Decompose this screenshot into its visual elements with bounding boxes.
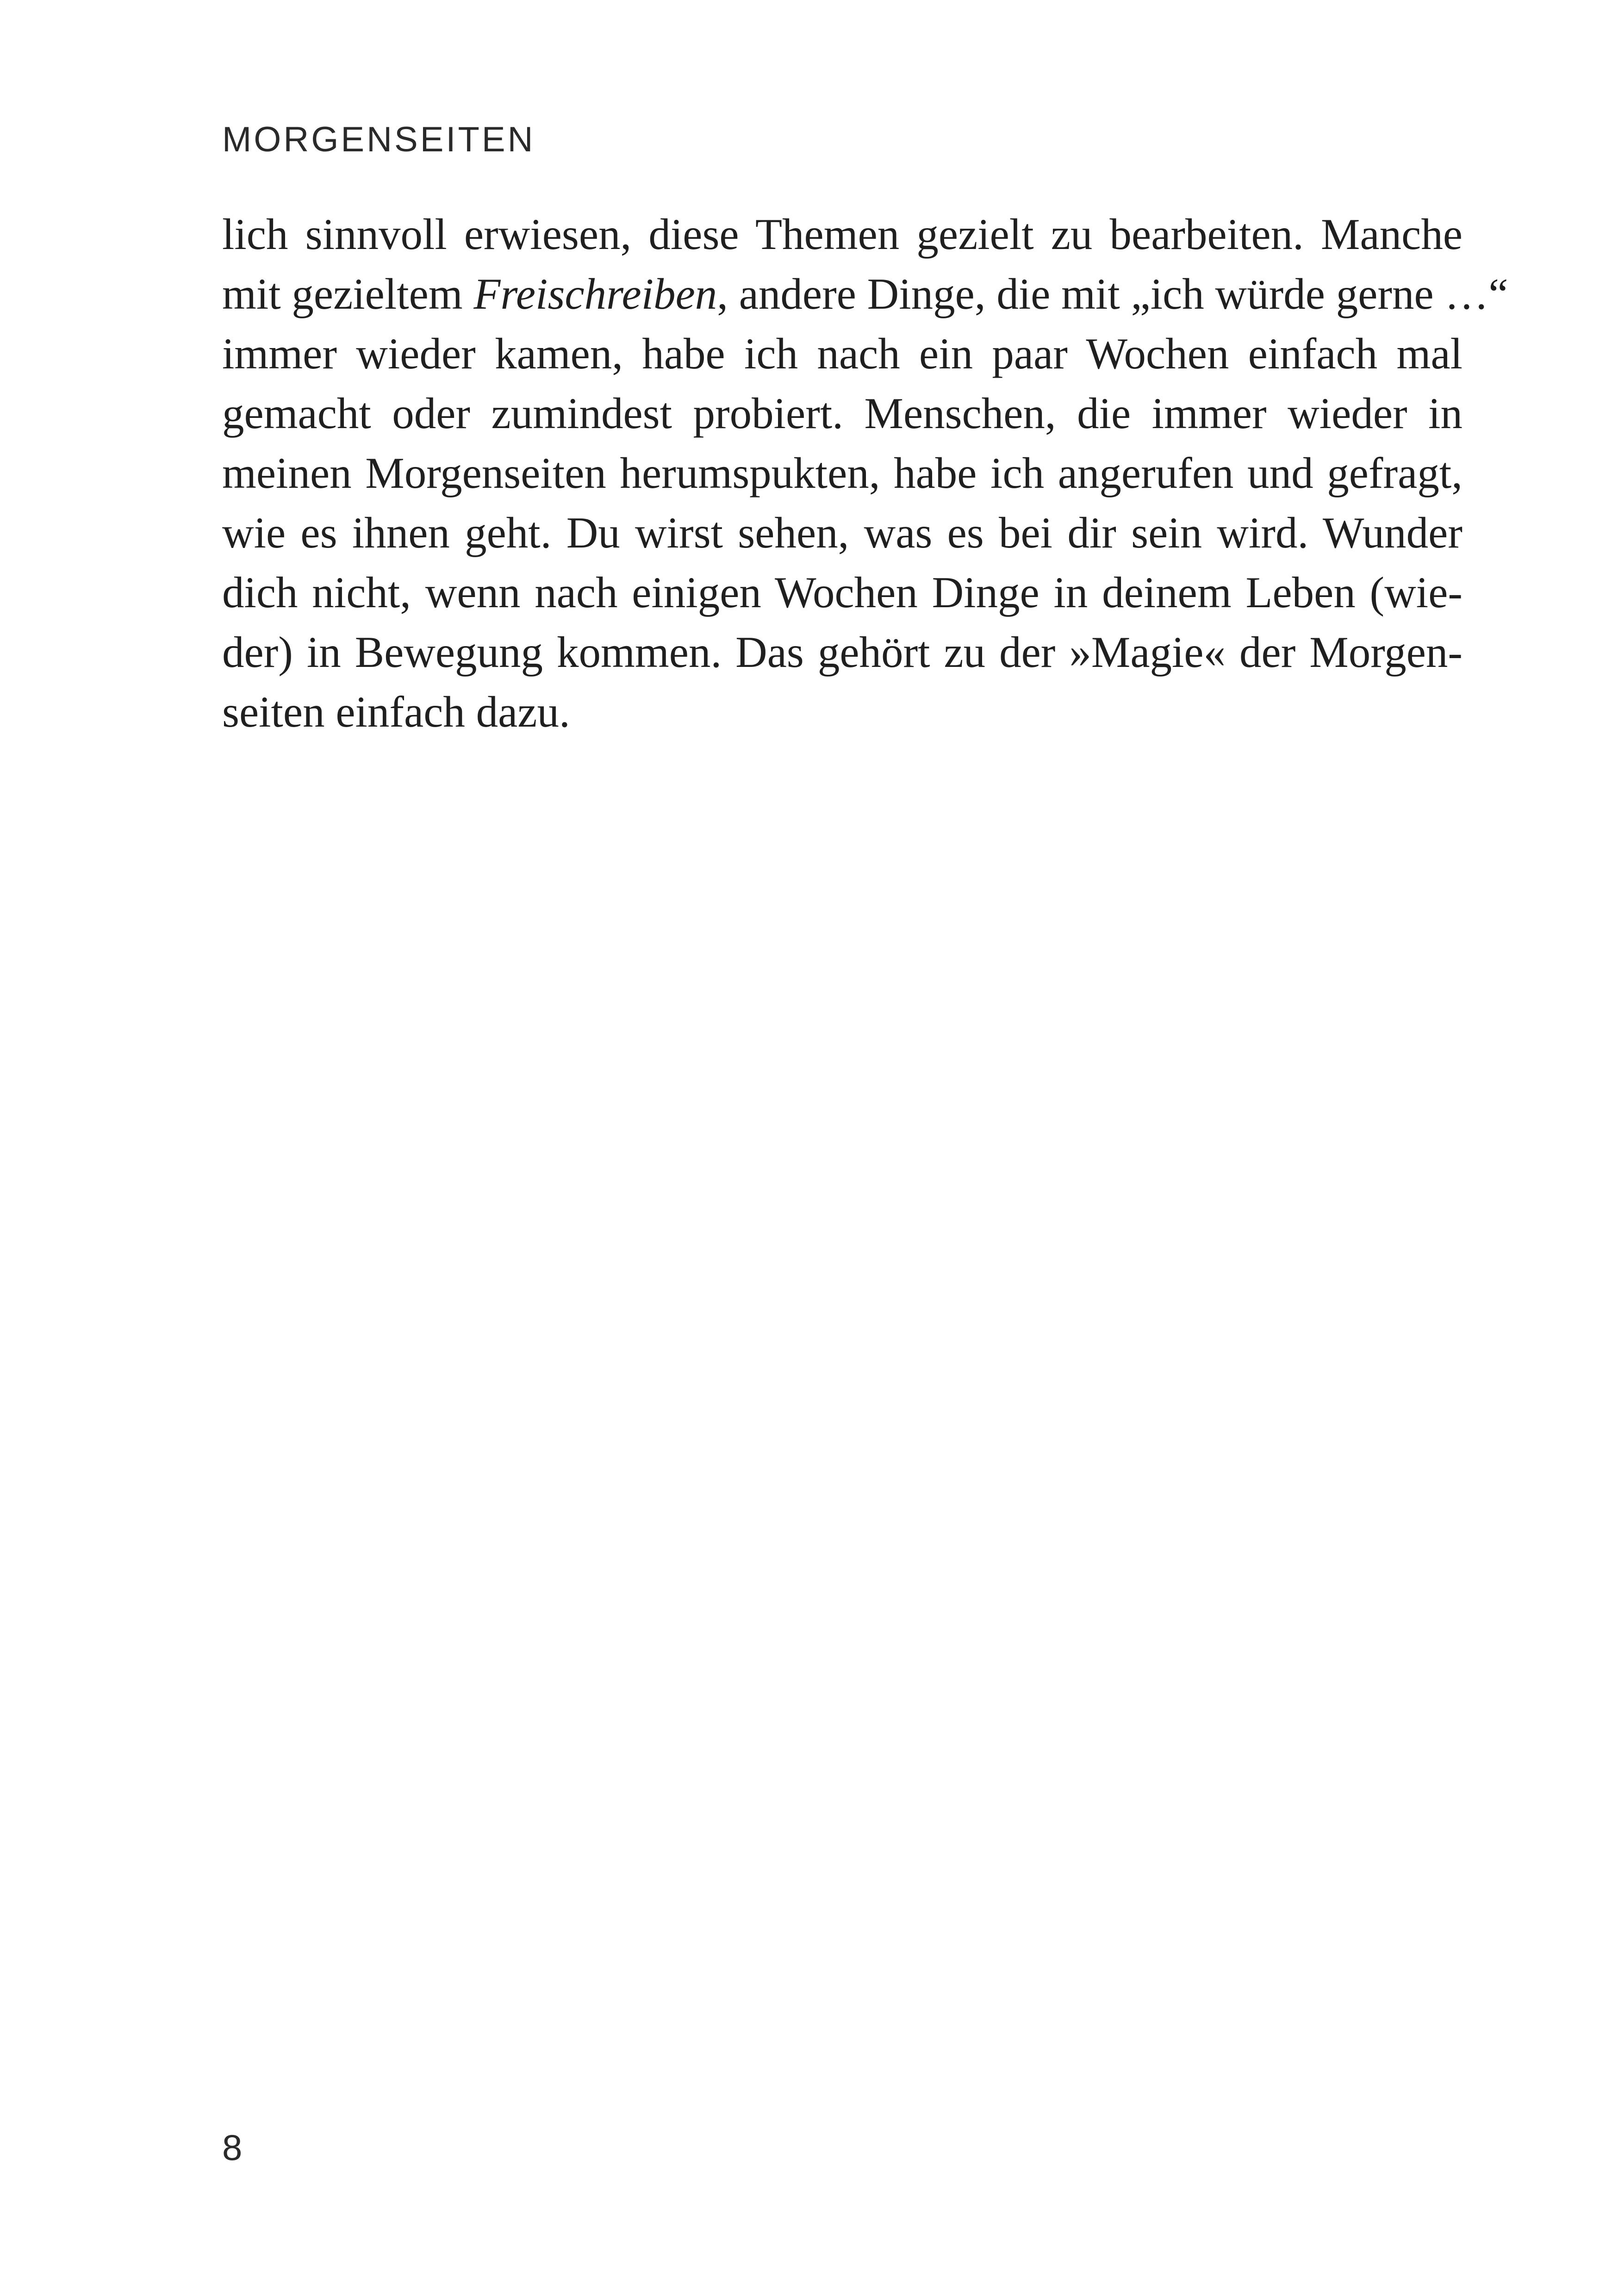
- text-line-8: der) in Bewegung kommen. Das gehört zu der »Magie« der Morgen-: [222, 628, 1462, 677]
- running-header: MORGENSEITEN: [222, 120, 535, 159]
- page-number: 8: [222, 2127, 243, 2168]
- text-line-2: [222, 264, 1508, 324]
- text-line-6: wie es ihnen geht. Du wirst sehen, was es bei dir sein wird. Wunder: [222, 508, 1462, 557]
- body-paragraph: [222, 205, 1508, 742]
- text-line-2-end: , andere Dinge, die mit „ich würde gerne …“: [717, 269, 1508, 318]
- text-line-2-start: mit gezieltem: [222, 269, 474, 318]
- text-line-3: immer wieder kamen, habe ich nach ein paar Wochen einfach mal: [222, 329, 1462, 378]
- text-line-4: gemacht oder zumindest probiert. Menschen, die immer wieder in: [222, 389, 1462, 438]
- italic-term: Freischreiben: [473, 269, 717, 318]
- text-line-7: dich nicht, wenn nach einigen Wochen Dinge in deinem Leben (wie-: [222, 568, 1462, 617]
- text-line-1: lich sinnvoll erwiesen, diese Themen gezielt zu bearbeiten. Manche: [222, 210, 1462, 259]
- text-line-9: seiten einfach dazu.: [222, 687, 570, 736]
- text-line-5: meinen Morgenseiten herumspukten, habe ich angerufen und gefragt,: [222, 448, 1462, 498]
